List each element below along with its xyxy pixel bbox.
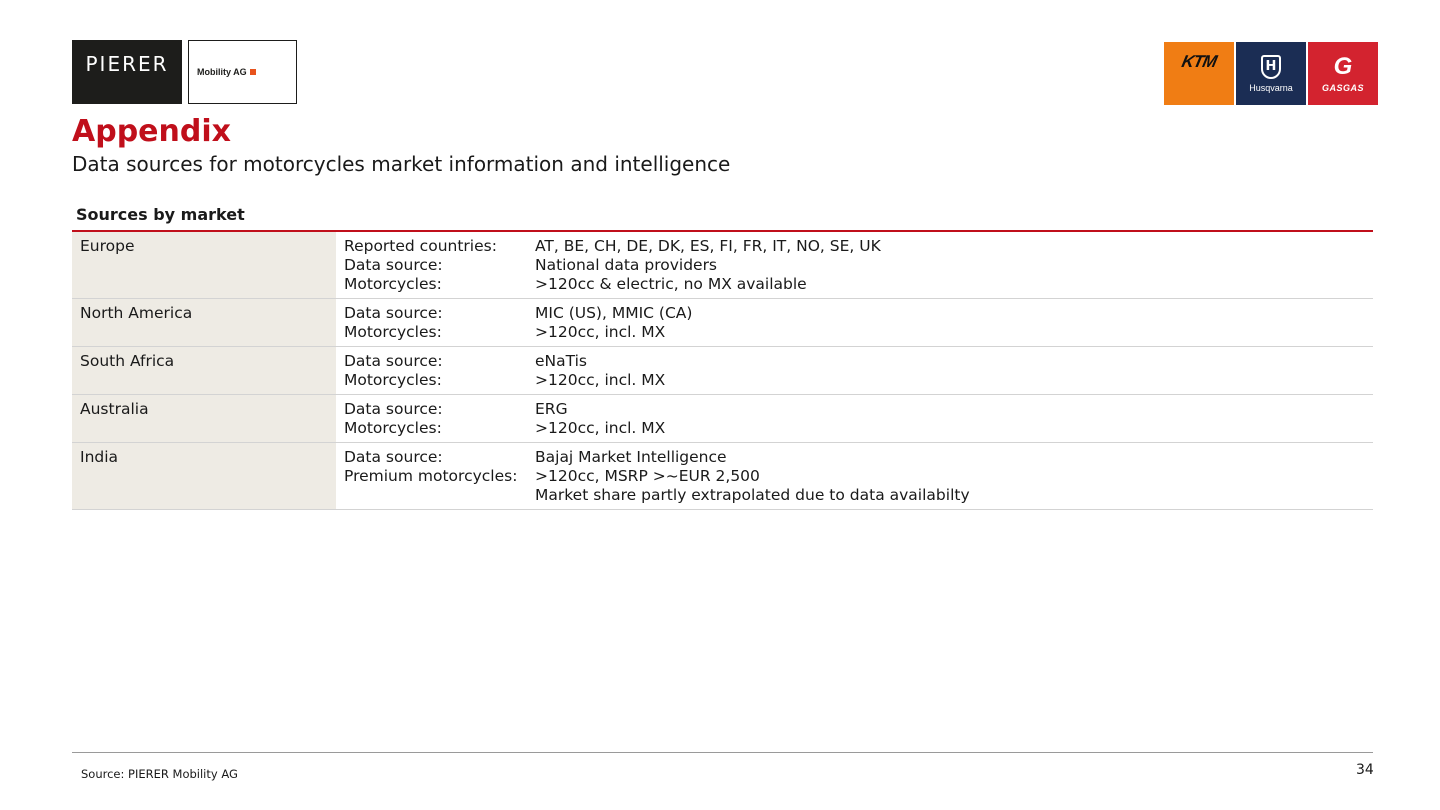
- detail-label: Motorcycles:: [344, 419, 442, 437]
- pierer-logo-subtitle: [188, 40, 297, 104]
- detail-value: Market share partly extrapolated due to data availabilty: [535, 486, 970, 504]
- footer-divider: [72, 752, 1373, 753]
- detail-line: [344, 275, 1365, 294]
- husqvarna-crest-icon: [1261, 55, 1281, 79]
- detail-line: [344, 467, 1365, 486]
- husqvarna-logo: [1236, 42, 1306, 105]
- market-cell: South Africa: [72, 347, 336, 394]
- detail-line: [344, 304, 1365, 323]
- market-cell: Europe: [72, 232, 336, 298]
- ktm-wordmark: KTM: [1180, 52, 1219, 71]
- detail-line: [344, 352, 1365, 371]
- gasgas-mark: G: [1333, 52, 1353, 80]
- detail-value: ERG: [535, 400, 568, 418]
- details-cell: [336, 299, 1373, 346]
- husqvarna-wordmark: Husqvarna: [1249, 82, 1293, 93]
- brand-logos: [1164, 42, 1378, 105]
- detail-label: Reported countries:: [344, 237, 497, 255]
- pierer-logo: [72, 40, 297, 104]
- table-row-india: [72, 443, 1373, 510]
- details-cell: [336, 347, 1373, 394]
- table-row-south-africa: [72, 347, 1373, 395]
- page-number: 34: [1356, 762, 1374, 778]
- section-heading: Sources by market: [76, 205, 245, 224]
- detail-label: [344, 486, 535, 505]
- mobility-ag-text: Mobility AG: [197, 67, 247, 77]
- detail-label: Premium motorcycles:: [344, 467, 518, 485]
- details-cell: [336, 395, 1373, 442]
- detail-label: Data source:: [344, 304, 443, 322]
- detail-line: [344, 256, 1365, 275]
- detail-line: [344, 323, 1365, 342]
- detail-value: >120cc & electric, no MX available: [535, 275, 807, 293]
- detail-line: [344, 371, 1365, 390]
- detail-line: [344, 419, 1365, 438]
- detail-line: [344, 400, 1365, 419]
- sources-table: [72, 230, 1373, 510]
- pierer-logo-wordmark: PIERER: [72, 40, 182, 104]
- detail-label: Data source:: [344, 352, 443, 370]
- detail-value: MIC (US), MMIC (CA): [535, 304, 693, 322]
- detail-value: Bajaj Market Intelligence: [535, 448, 727, 466]
- page-title: Appendix: [72, 114, 231, 149]
- page-subtitle: Data sources for motorcycles market information and intelligence: [72, 152, 731, 176]
- detail-value: eNaTis: [535, 352, 588, 370]
- detail-value: >120cc, incl. MX: [535, 371, 666, 389]
- detail-line: [344, 237, 1365, 256]
- detail-line: [344, 448, 1365, 467]
- table-row-europe: [72, 232, 1373, 299]
- detail-label: Data source:: [344, 256, 443, 274]
- detail-value: >120cc, MSRP >~EUR 2,500: [535, 467, 760, 485]
- detail-label: Motorcycles:: [344, 275, 442, 293]
- market-cell: India: [72, 443, 336, 509]
- ktm-logo: [1164, 42, 1234, 105]
- detail-label: Motorcycles:: [344, 323, 442, 341]
- table-row-australia: [72, 395, 1373, 443]
- detail-label: Data source:: [344, 400, 443, 418]
- details-cell: [336, 443, 1373, 509]
- detail-label: Motorcycles:: [344, 371, 442, 389]
- table-row-north-america: [72, 299, 1373, 347]
- market-cell: Australia: [72, 395, 336, 442]
- gasgas-logo: [1308, 42, 1378, 105]
- detail-line: [344, 486, 1365, 505]
- detail-value: National data providers: [535, 256, 718, 274]
- market-cell: North America: [72, 299, 336, 346]
- footer-source: Source: PIERER Mobility AG: [81, 767, 238, 781]
- detail-value: >120cc, incl. MX: [535, 419, 666, 437]
- details-cell: [336, 232, 1373, 298]
- gasgas-wordmark: GASGAS: [1321, 82, 1364, 93]
- detail-value: AT, BE, CH, DE, DK, ES, FI, FR, IT, NO, SE, UK: [535, 237, 881, 255]
- detail-label: Data source:: [344, 448, 443, 466]
- detail-value: >120cc, incl. MX: [535, 323, 666, 341]
- husqvarna-mark: H: [1265, 59, 1277, 74]
- orange-square-icon: [250, 69, 256, 75]
